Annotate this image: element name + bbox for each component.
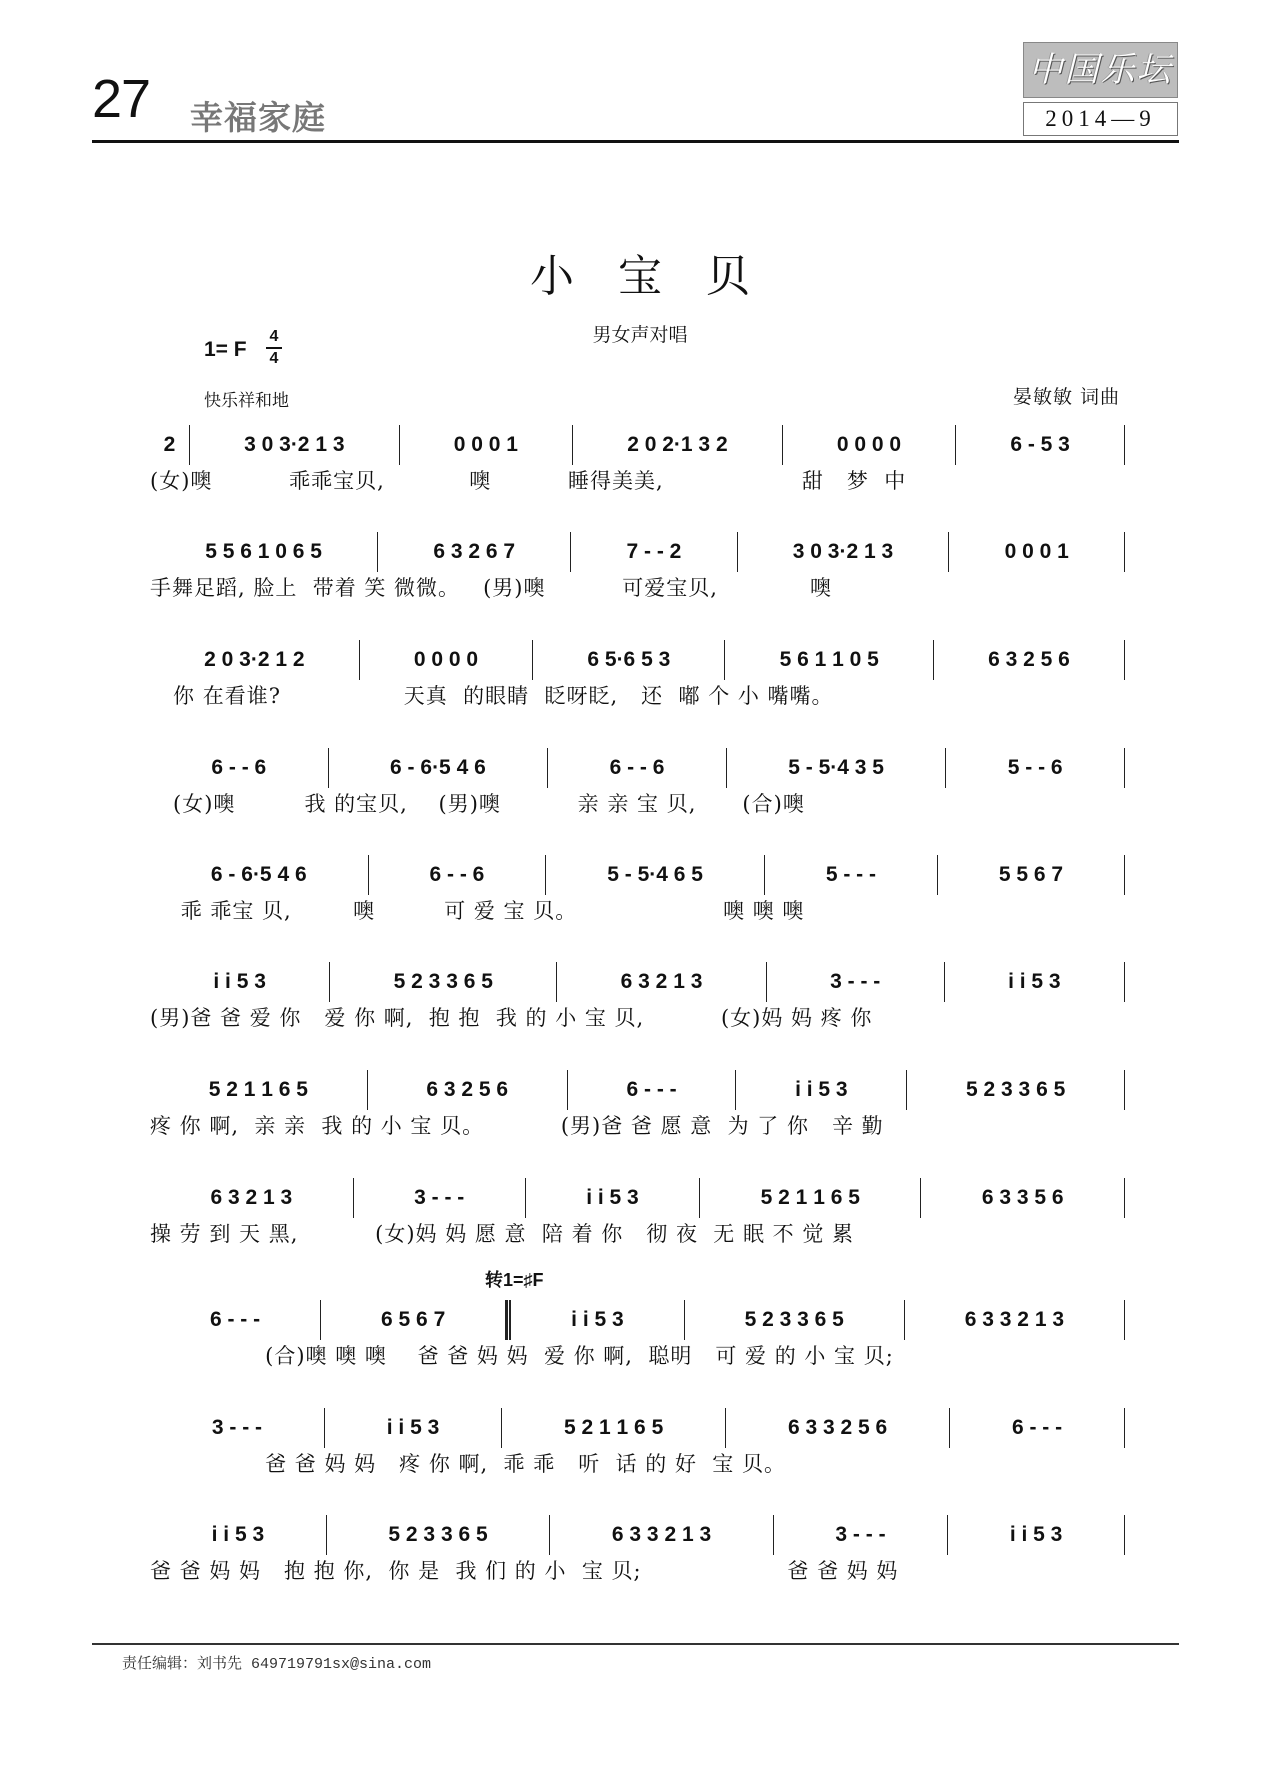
lyrics-line: 疼 你 啊, 亲 亲 我 的 小 宝 贝。 (男)爸 爸 愿 意 为 了 你 辛 勤 [150, 1114, 884, 1138]
measure: 3 - - - [150, 1408, 325, 1448]
measure: 6 3 3 5 6 [921, 1178, 1125, 1218]
measure: i i 5 3 [736, 1070, 907, 1110]
measure: 6 3 3 2 5 6 [726, 1408, 950, 1448]
measure: 5 - 5·4 3 5 [727, 748, 947, 788]
notation-line [150, 748, 1125, 788]
notation-line [150, 1070, 1125, 1110]
notation-line [150, 1408, 1125, 1448]
measure: i i 5 3 [150, 962, 330, 1002]
score-row [150, 962, 1125, 1072]
score-row [150, 1178, 1125, 1288]
notation-line [150, 1515, 1125, 1555]
song-subtitle: 男女声对唱 [592, 324, 688, 346]
measure: 5 2 1 1 6 5 [502, 1408, 726, 1448]
measure: 6 - - 6 [369, 855, 547, 895]
magazine-logo: 中国乐坛 [1023, 42, 1178, 98]
measure: 5 5 6 1 0 6 5 [150, 532, 378, 572]
composer-credit: 晏敏敏 词曲 [1012, 386, 1120, 408]
measure: 5 2 3 3 6 5 [685, 1300, 905, 1340]
measure: 5 - 5·4 6 5 [546, 855, 765, 895]
score-row [150, 1070, 1125, 1180]
measure: 6 5·6 5 3 [533, 640, 725, 680]
measure: 6 5 6 7 [321, 1300, 506, 1340]
issue-number: 2014—9 [1023, 102, 1178, 136]
score-row [150, 640, 1125, 750]
score-row [150, 1408, 1125, 1518]
notation-line [150, 425, 1125, 465]
score-row [150, 1515, 1125, 1625]
measure: i i 5 3 [325, 1408, 502, 1448]
lyrics-line: 乖 乖宝 贝, 噢 可 爱 宝 贝。 噢 噢 噢 [150, 899, 805, 923]
measure: 2 [150, 425, 190, 465]
score-row [150, 532, 1125, 642]
measure: 0 0 0 0 [360, 640, 534, 680]
lyrics-line: 你 在看谁? 天真 的眼睛 眨呀眨, 还 嘟 个 小 嘴嘴。 [150, 684, 834, 708]
measure: 6 - 6·5 4 6 [150, 855, 369, 895]
measure: 5 2 3 3 6 5 [327, 1515, 551, 1555]
measure: 5 2 1 1 6 5 [150, 1070, 368, 1110]
fraction-bar [266, 347, 282, 349]
measure: 6 - - 6 [548, 748, 727, 788]
lyrics-line: 操 劳 到 天 黑, (女)妈 妈 愿 意 陪 着 你 彻 夜 无 眠 不 觉 累 [150, 1222, 854, 1246]
header-divider [92, 140, 1179, 143]
measure: 5 - - 6 [946, 748, 1125, 788]
time-denominator: 4 [269, 350, 279, 367]
section-title: 幸福家庭 [190, 98, 326, 137]
time-signature [266, 328, 282, 368]
score-row [150, 748, 1125, 858]
measure: 6 - 6·5 4 6 [329, 748, 549, 788]
notation-line [150, 532, 1125, 572]
lyrics-line: 手舞足蹈, 脸上 带着 笑 微微。 (男)噢 可爱宝贝, 噢 [150, 576, 832, 600]
measure: 6 3 2 5 6 [368, 1070, 568, 1110]
measure: 5 6 1 1 0 5 [725, 640, 934, 680]
lyrics-line: (女)噢 乖乖宝贝, 噢 睡得美美, 甜 梦 中 [150, 469, 907, 493]
measure: 0 0 0 0 [783, 425, 956, 465]
measure: 6 3 2 5 6 [934, 640, 1125, 680]
measure: 6 - - 6 [150, 748, 329, 788]
key-label: 1= F [204, 338, 247, 361]
key-signature [204, 328, 279, 367]
lyrics-line: 爸 爸 妈 妈 抱 抱 你, 你 是 我 们 的 小 宝 贝; 爸 爸 妈 妈 [150, 1559, 899, 1583]
editor-credit: 责任编辑：刘书先 649719791sx@sina.com [122, 1656, 432, 1673]
song-title: 小宝贝 [530, 251, 794, 302]
time-numerator: 4 [269, 328, 279, 345]
measure: 5 - - - [765, 855, 938, 895]
lyrics-line: (男)爸 爸 爱 你 爱 你 啊, 抱 抱 我 的 小 宝 贝, (女)妈 妈 疼 你 [150, 1006, 873, 1030]
measure: 5 2 1 1 6 5 [700, 1178, 921, 1218]
tempo-marking: 快乐祥和地 [204, 391, 289, 411]
measure: 6 3 3 2 1 3 [550, 1515, 774, 1555]
measure: 5 2 3 3 6 5 [907, 1070, 1125, 1110]
notation-line [150, 962, 1125, 1002]
notation-line [150, 855, 1125, 895]
measure: 0 0 0 1 [400, 425, 573, 465]
measure: 3 0 3·2 1 3 [190, 425, 400, 465]
measure: 3 0 3·2 1 3 [738, 532, 950, 572]
measure: 7 - - 2 [571, 532, 737, 572]
measure: 3 - - - [354, 1178, 526, 1218]
measure: i i 5 3 [948, 1515, 1125, 1555]
lyrics-line: 爸 爸 妈 妈 疼 你 啊, 乖 乖 听 话 的 好 宝 贝。 [150, 1452, 786, 1476]
measure: 6 3 2 1 3 [557, 962, 766, 1002]
measure: i i 5 3 [150, 1515, 327, 1555]
measure: i i 5 3 [945, 962, 1125, 1002]
score-row [150, 1270, 1125, 1410]
measure: 0 0 0 1 [949, 532, 1125, 572]
measure: 3 - - - [767, 962, 945, 1002]
notation-line [150, 1300, 1125, 1340]
measure: 5 5 6 7 [938, 855, 1125, 895]
measure: i i 5 3 [506, 1300, 684, 1340]
page-number: 27 [92, 69, 151, 129]
measure: 6 - - - [950, 1408, 1125, 1448]
footer-divider [92, 1643, 1179, 1645]
measure: 2 0 3·2 1 2 [150, 640, 360, 680]
measure: 2 0 2·1 3 2 [573, 425, 783, 465]
measure: i i 5 3 [526, 1178, 700, 1218]
notation-line [150, 1178, 1125, 1218]
notation-line [150, 640, 1125, 680]
measure: 3 - - - [774, 1515, 948, 1555]
score-row [150, 425, 1125, 535]
lyrics-line: (女)噢 我 的宝贝, (男)噢 亲 亲 宝 贝, (合)噢 [150, 792, 805, 816]
measure: 6 3 2 1 3 [150, 1178, 354, 1218]
lyrics-line: (合)噢 噢 噢 爸 爸 妈 妈 爱 你 啊, 聪明 可 爱 的 小 宝 贝; [150, 1344, 894, 1368]
measure: 6 3 2 6 7 [378, 532, 571, 572]
modulation-marking: 转1=♯F [485, 1270, 544, 1290]
measure: 6 - - - [568, 1070, 737, 1110]
measure: 5 2 3 3 6 5 [330, 962, 557, 1002]
measure: 6 - 5 3 [956, 425, 1125, 465]
score-row [150, 855, 1125, 965]
measure: 6 3 3 2 1 3 [905, 1300, 1125, 1340]
measure: 6 - - - [150, 1300, 321, 1340]
